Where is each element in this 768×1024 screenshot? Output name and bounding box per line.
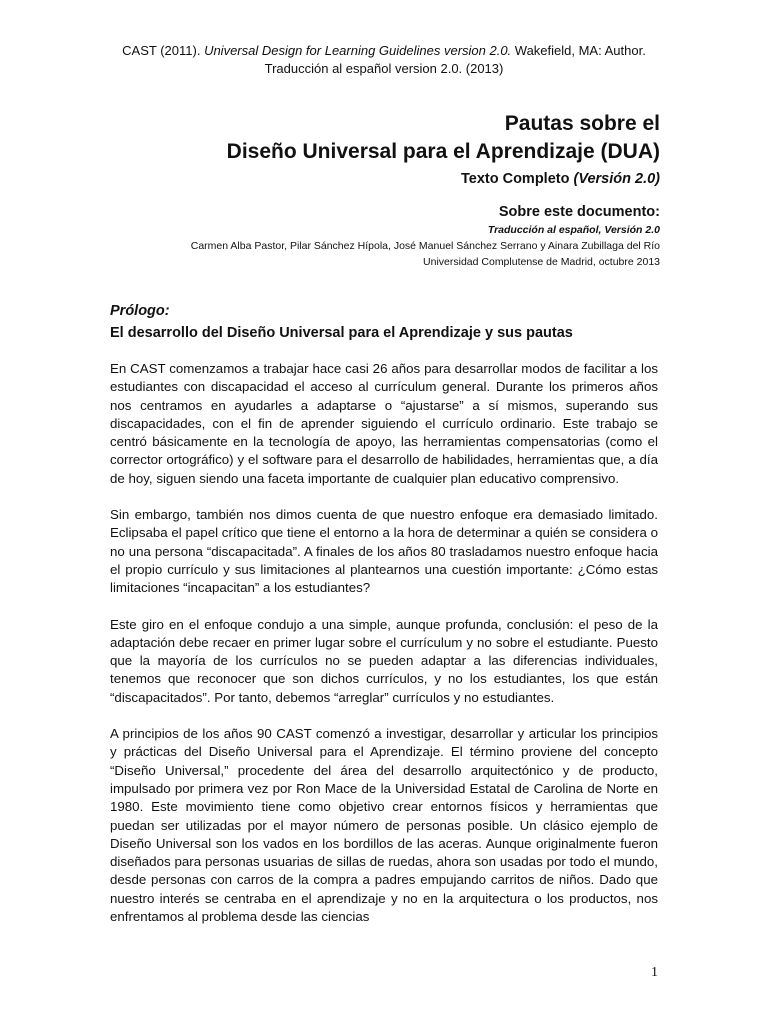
title-subtitle	[100, 168, 660, 190]
paragraph: En CAST comenzamos a trabajar hace casi 26 años para desarrollar modos de facilitar a los estudiantes con discapacidad el acceso al currículum general. Durante los primeros años nos centramos en ayudarles a adaptarse o “ajustarse” a sí mismos, superando sus discapacidades, con el fin de aprender siguiendo el currículo ordinario. Este trabajo se centró básicamente en la tecnología de apoyo, las herramientas compensatorias (como el corrector ortográfico) y el software para el desarrollo de habilidades, herramientas que, a día de hoy, siguen siendo una faceta importante de cualquier plan educativo comprensivo.	[110, 361, 658, 486]
prologue-title: El desarrollo del Diseño Universal para el Aprendizaje y sus pautas	[110, 325, 573, 341]
about-authors: Carmen Alba Pastor, Pilar Sánchez Hípola, José Manuel Sánchez Serrano y Ainara Zubillaga del Río	[190, 240, 660, 252]
citation-publisher: Wakefield, MA: Author.	[511, 43, 646, 58]
about-translation: Traducción al español, Versión 2.0	[487, 224, 660, 236]
citation-header	[0, 42, 768, 78]
page-number: 1	[651, 965, 658, 980]
about-institution: Universidad Complutense de Madrid, octubre 2013	[423, 256, 660, 268]
body-text	[110, 360, 658, 944]
prologue-heading	[110, 300, 658, 344]
prologue-label: Prólogo:	[110, 303, 170, 319]
citation-author: CAST (2011).	[122, 43, 205, 58]
title-line-2: Diseño Universal para el Aprendizaje (DUA)	[226, 140, 660, 163]
subtitle-version: (Versión 2.0)	[573, 171, 660, 187]
subtitle-text: Texto Completo	[460, 171, 574, 187]
citation-line-1	[0, 42, 768, 60]
document-title-block	[100, 110, 660, 190]
citation-line-2: Traducción al español version 2.0. (2013)	[264, 61, 504, 76]
citation-title: Universal Design for Learning Guidelines version 2.0.	[204, 43, 512, 58]
title-line-1: Pautas sobre el	[504, 112, 660, 135]
about-heading: Sobre este documento:	[498, 204, 660, 220]
paragraph: A principios de los años 90 CAST comenzó a investigar, desarrollar y articular los principios y prácticas del Diseño Universal para el Aprendizaje. El término proviene del concepto “Diseño Universal,” procedente del área del desarrollo arquitectónico y de producto, impulsado por primera vez por Ron Mace de la Universidad Estatal de Carolina de Norte en 1980. Este movimiento tiene como objetivo crear entornos físicos y herramientas que puedan ser utilizadas por el mayor número de personas posible. Un clásico ejemplo de Diseño Universal son los vados en los bordillos de las aceras. Aunque originalmente fueron diseñados para personas usuarias de sillas de ruedas, ahora son usadas por todo el mundo, desde personas con carros de la compra a padres empujando carritos de niños. Dado que nuestro interés se centraba en el aprendizaje y no en la arquitectura o los productos, nos enfrentamos al problema desde las ciencias	[110, 726, 658, 925]
paragraph: Sin embargo, también nos dimos cuenta de que nuestro enfoque era demasiado limitado. Eclipsaba el papel crítico que tiene el entorno a la hora de determinar a quién se considera o no una persona “discapacitada”. A finales de los años 80 trasladamos nuestro enfoque hacia el propio currículo y sus limitaciones al plantearnos una cuestión importante: ¿Cómo estas limitaciones “incapacitan” a los estudiantes?	[110, 507, 658, 596]
paragraph: Este giro en el enfoque condujo a una simple, aunque profunda, conclusión: el peso de la adaptación debe recaer en primer lugar sobre el currículum y no sobre el estudiante. Puesto que la mayoría de los currículos no se pueden adaptar a las diferencias individuales, tenemos que reconocer que son dichos currículos, y no los estudiantes, los que están “discapacitados”. Por tanto, debemos “arreglar” currículos y no estudiantes.	[110, 616, 658, 705]
about-document-block	[60, 202, 660, 270]
